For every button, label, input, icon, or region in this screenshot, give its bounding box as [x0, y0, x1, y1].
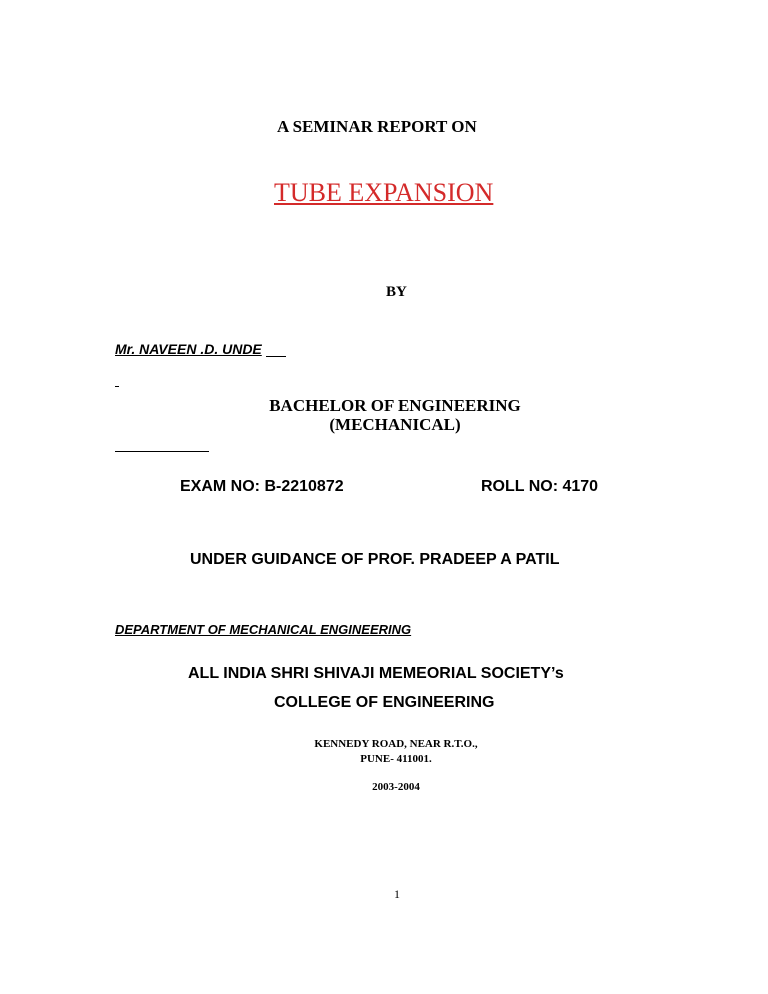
exam-number: EXAM NO: B-2210872 [180, 478, 344, 495]
department-name: DEPARTMENT OF MECHANICAL ENGINEERING [115, 622, 412, 637]
address-line-2: PUNE- 411001. [360, 753, 432, 765]
report-title: TUBE EXPANSION [274, 178, 494, 207]
roll-number: ROLL NO: 4170 [481, 478, 599, 495]
degree-line-1: BACHELOR OF ENGINEERING [269, 396, 521, 415]
page-number: 1 [394, 887, 400, 901]
degree-line-2: (MECHANICAL) [329, 415, 461, 434]
address-line-1: KENNEDY ROAD, NEAR R.T.O., [314, 738, 478, 750]
separator-rule [115, 451, 209, 452]
by-label: BY [386, 284, 407, 300]
report-heading: A SEMINAR REPORT ON [277, 117, 477, 136]
academic-year: 2003-2004 [372, 781, 420, 793]
author-underline-extension [266, 356, 286, 357]
society-name: ALL INDIA SHRI SHIVAJI MEMEORIAL SOCIETY’s [188, 665, 564, 682]
guidance-line: UNDER GUIDANCE OF PROF. PRADEEP A PATIL [190, 551, 560, 568]
short-rule [115, 386, 119, 387]
author-name: Mr. NAVEEN .D. UNDE [115, 341, 262, 357]
college-name: COLLEGE OF ENGINEERING [274, 694, 495, 711]
